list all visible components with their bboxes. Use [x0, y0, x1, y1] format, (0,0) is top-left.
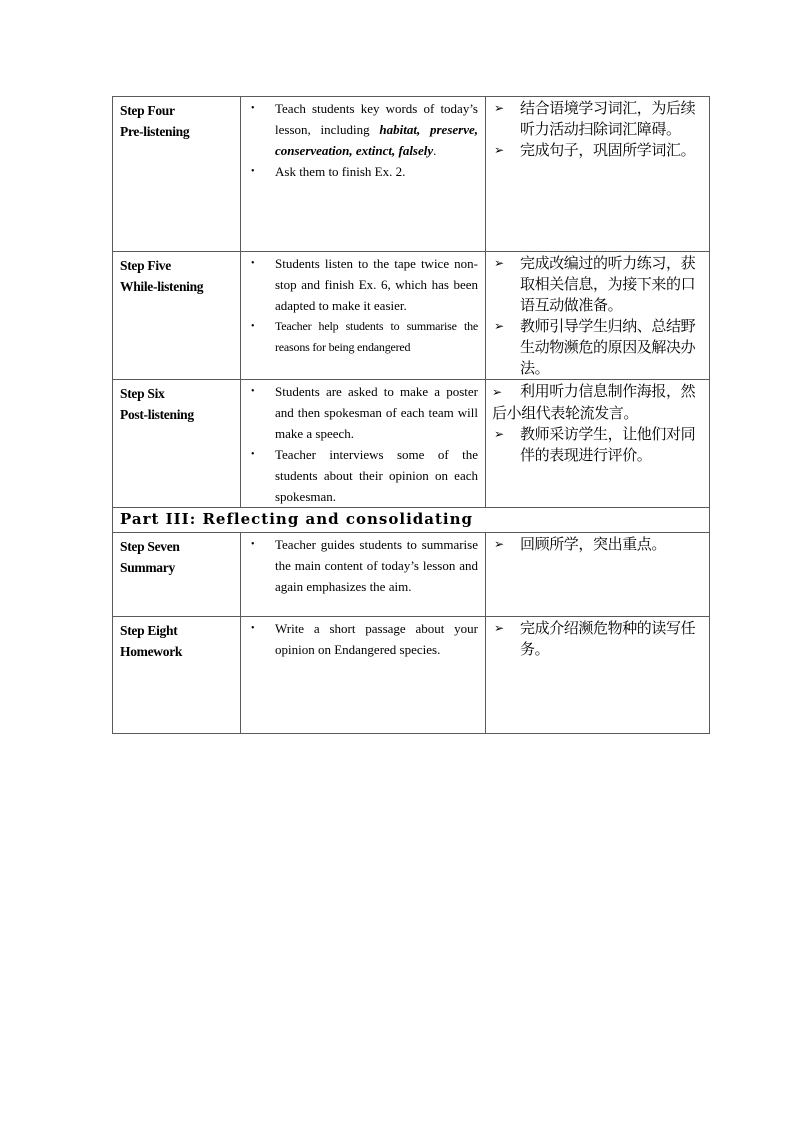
list-item	[492, 98, 703, 140]
bullet-icon: •	[251, 258, 255, 269]
step-number: Step Four	[120, 103, 175, 118]
step-number: Step Eight	[120, 623, 178, 638]
list-item	[251, 98, 478, 161]
arrow-bullet-icon: ➢	[494, 427, 504, 441]
arrow-bullet-icon: ➢	[494, 319, 504, 333]
arrow-bullet-icon: ➢	[492, 385, 502, 399]
arrow-bullet-icon: ➢	[494, 101, 504, 115]
activity-text: Teacher help students to summarise the reasons for being endangered	[275, 319, 478, 354]
step-number: Step Six	[120, 386, 165, 401]
arrow-bullet-icon: ➢	[494, 143, 504, 157]
list-item	[492, 618, 703, 660]
lesson-plan-table	[112, 96, 710, 734]
activity-cell	[241, 380, 486, 508]
purpose-text: 教师采访学生，让他们对同伴的表现进行评价。	[520, 425, 696, 464]
activity-cell	[241, 533, 486, 617]
list-item	[251, 253, 478, 316]
list-item	[492, 381, 703, 424]
bullet-icon: •	[251, 539, 255, 550]
step-stage: Pre-listening	[120, 124, 190, 139]
arrow-bullet-icon: ➢	[494, 537, 504, 551]
activity-text: Ask them to finish Ex. 2.	[275, 164, 406, 179]
list-item	[251, 381, 478, 444]
activity-text: Teacher interviews some of the students about their opinion on each spokesman.	[275, 447, 478, 504]
purpose-text: 完成句子，巩固所学词汇。	[520, 141, 696, 159]
bullet-icon: •	[251, 166, 255, 177]
bullet-icon: •	[251, 386, 255, 397]
list-item	[251, 161, 478, 182]
purpose-text: 完成改编过的听力练习，获取相关信息，为接下来的口语互动做准备。	[520, 254, 696, 314]
activity-cell	[241, 97, 486, 252]
step-stage: Homework	[120, 644, 183, 659]
list-item	[492, 316, 703, 379]
purpose-cell	[486, 97, 710, 252]
purpose-text: 利用听力信息制作海报，然后小组代表轮流发言。	[492, 382, 696, 422]
list-item	[251, 534, 478, 597]
purpose-text: 完成介绍濒危物种的读写任务。	[520, 619, 696, 658]
step-cell	[113, 533, 241, 617]
table-row	[113, 617, 710, 734]
bullet-icon: •	[251, 321, 255, 332]
activity-text: Write a short passage about your opinion on Endangered species.	[275, 621, 478, 657]
activity-text: Teach students key words of today’s lesson, including	[275, 101, 478, 137]
list-item	[492, 424, 703, 466]
purpose-cell	[486, 617, 710, 734]
activity-text: Students listen to the tape twice non-stop and finish Ex. 6, which has been adapted to make it easier.	[275, 256, 478, 313]
purpose-text: 结合语境学习词汇，为后续听力活动扫除词汇障碍。	[520, 99, 696, 138]
step-stage: Post-listening	[120, 407, 194, 422]
purpose-text: 教师引导学生归纳、总结野生动物濒危的原因及解决办法。	[520, 317, 696, 377]
bullet-icon: •	[251, 103, 255, 114]
table-row	[113, 97, 710, 252]
step-cell	[113, 617, 241, 734]
table-row	[113, 380, 710, 508]
bullet-icon: •	[251, 449, 255, 460]
activity-text: Teacher guides students to summarise the main content of today’s lesson and again emphasizes the aim.	[275, 537, 478, 594]
purpose-cell	[486, 533, 710, 617]
arrow-bullet-icon: ➢	[494, 621, 504, 635]
list-item	[492, 534, 703, 555]
activity-text: Students are asked to make a poster and then spokesman of each team will make a speech.	[275, 384, 478, 441]
activity-cell	[241, 252, 486, 380]
list-item	[492, 140, 703, 161]
step-stage: Summary	[120, 560, 175, 575]
list-item	[251, 316, 478, 358]
list-item	[251, 444, 478, 507]
part-header-cell	[113, 508, 710, 533]
part-header-row	[113, 508, 710, 533]
key-words: habitat, preserve, conserveation, extinct, falsely	[275, 122, 478, 158]
purpose-cell	[486, 252, 710, 380]
step-number: Step Seven	[120, 539, 180, 554]
table-row	[113, 252, 710, 380]
arrow-bullet-icon: ➢	[494, 256, 504, 270]
activity-text-end: .	[433, 143, 437, 158]
list-item	[251, 618, 478, 660]
purpose-text: 回顾所学，突出重点。	[520, 535, 667, 553]
list-item	[492, 253, 703, 316]
step-cell	[113, 380, 241, 508]
activity-cell	[241, 617, 486, 734]
step-cell	[113, 97, 241, 252]
purpose-cell	[486, 380, 710, 508]
part-title: Part III: Reflecting and consolidating	[120, 510, 473, 528]
bullet-icon: •	[251, 623, 255, 634]
step-cell	[113, 252, 241, 380]
step-number: Step Five	[120, 258, 171, 273]
table-row	[113, 533, 710, 617]
step-stage: While-listening	[120, 279, 204, 294]
